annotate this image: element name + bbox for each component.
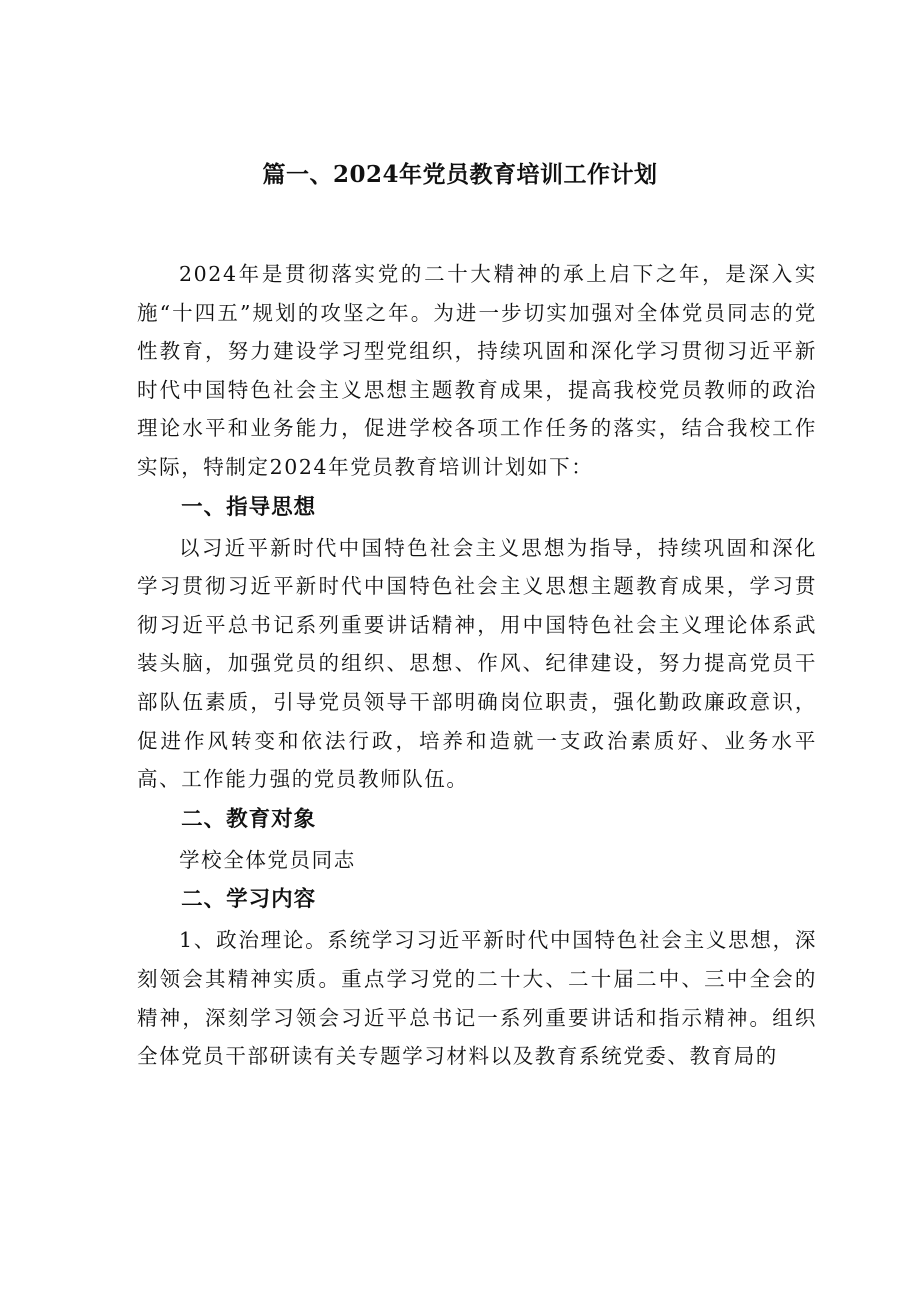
section-education-target [137, 799, 817, 880]
document-body [137, 255, 817, 1076]
section-guiding-ideology [137, 487, 817, 799]
section-paragraph: 以习近平新时代中国特色社会主义思想为指导，持续巩固和深化学习贯彻习近平新时代中国特色社会主义思想主题教育成果，学习贯彻习近平总书记系列重要讲话精神，用中国特色社会主义理论体系武装头脑，加强党员的组织、思想、作风、纪律建设，努力提高党员干部队伍素质，引导党员领导干部明确岗位职责，强化勤政廉政意识，促进作风转变和依法行政，培养和造就一支政治素质好、业务水平高、工作能力强的党员教师队伍。 [137, 535, 817, 792]
intro-paragraph: 2024年是贯彻落实党的二十大精神的承上启下之年，是深入实施“十四五”规划的攻坚之年。为进一步切实加强对全体党员同志的党性教育，努力建设学习型党组织，持续巩固和深化学习贯彻习近平新时代中国特色社会主义思想主题教育成果，提高我校党员教师的政治理论水平和业务能力，促进学校各项工作任务的落实，结合我校工作实际，特制定2024年党员教育培训计划如下： [137, 262, 817, 479]
section-heading: 二、教育对象 [181, 806, 317, 832]
document-title: 篇一、2024年党员教育培训工作计划 [262, 161, 658, 188]
section-paragraph: 学校全体党员同志 [179, 847, 356, 872]
section-paragraph: 1、政治理论。系统学习习近平新时代中国特色社会主义思想，深刻领会其精神实质。重点学习党的二十大、二十届二中、三中全会的精神，深刻学习领会习近平总书记一系列重要讲话和指示精神。组织全体党员干部研读有关专题学习材料以及教育系统党委、教育局的 [137, 928, 817, 1069]
section-heading: 二、学习内容 [181, 887, 317, 913]
section-study-content [137, 879, 817, 1075]
section-heading: 一、指导思想 [181, 494, 317, 520]
